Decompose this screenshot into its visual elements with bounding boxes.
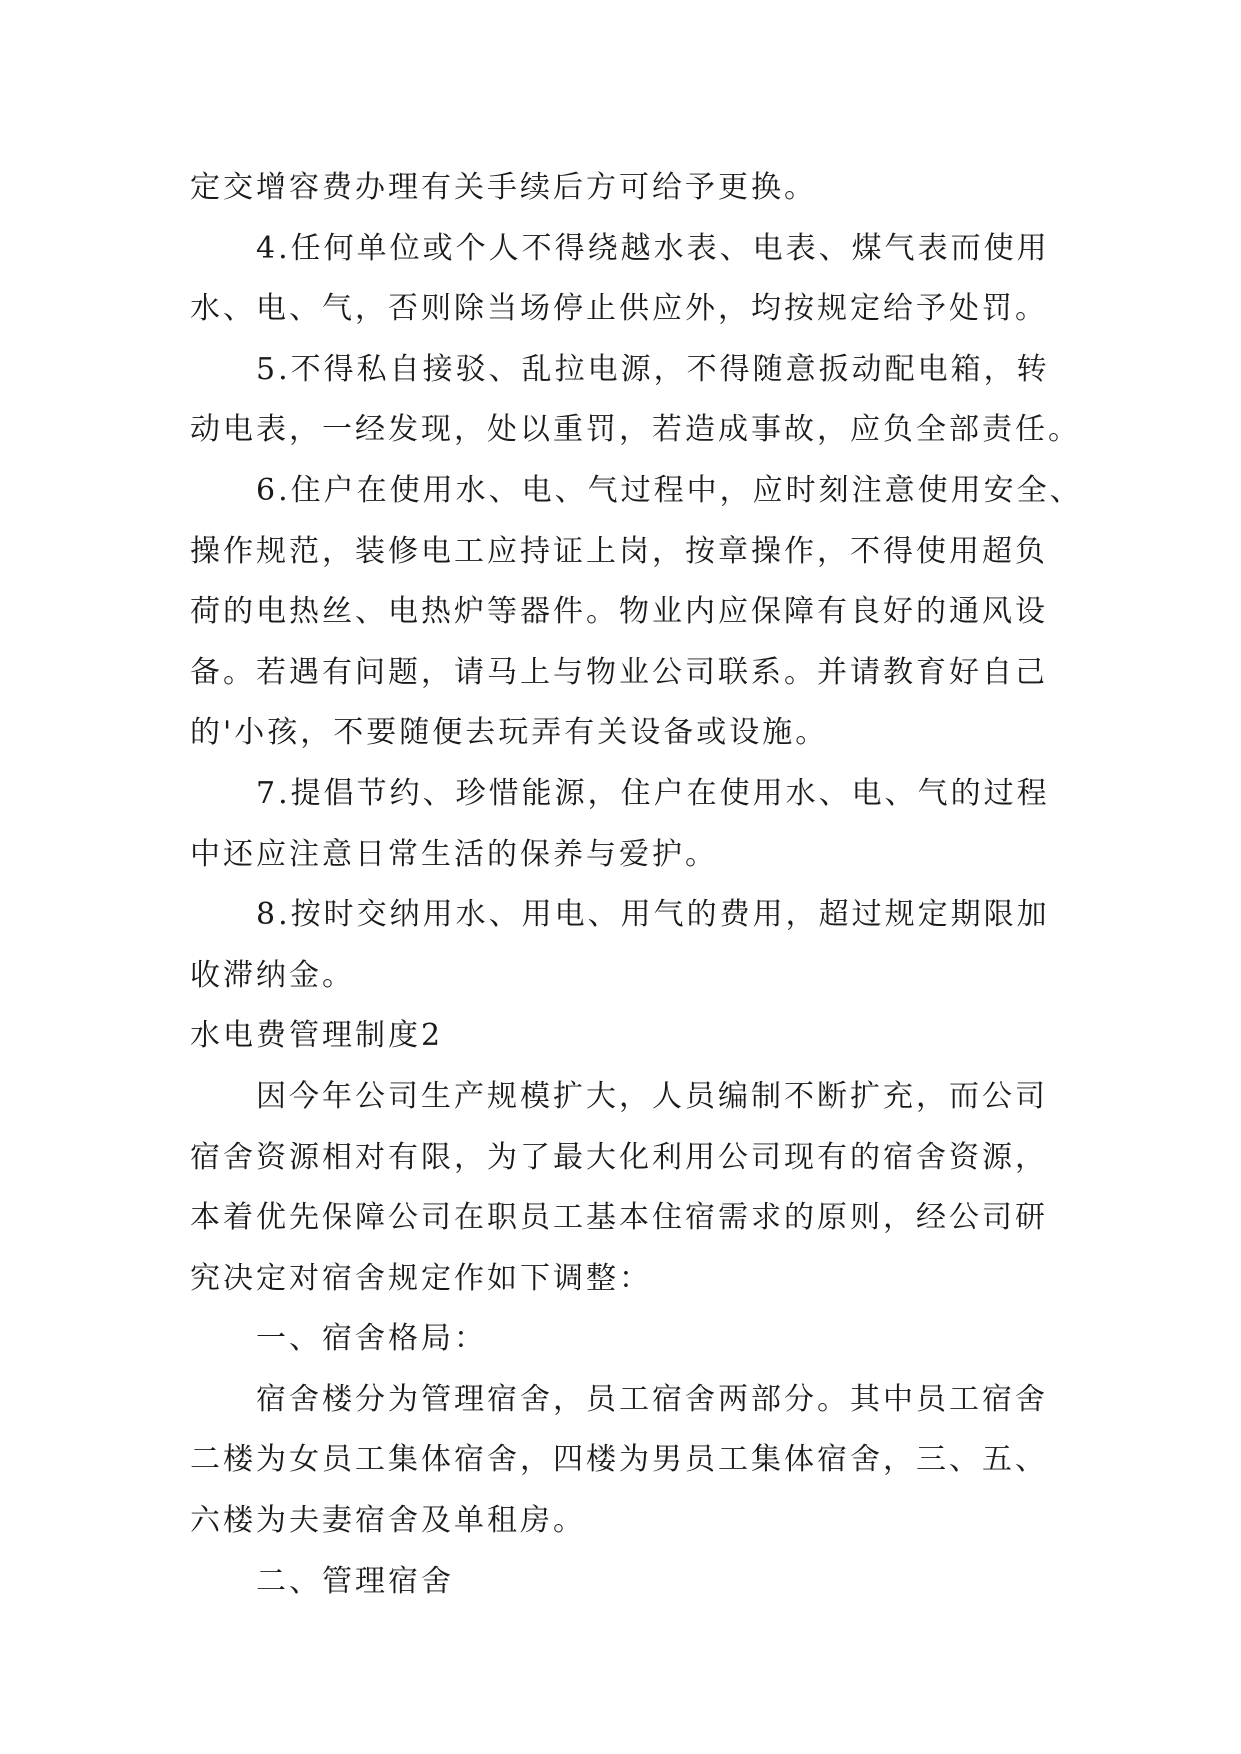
text-line: 5.不得私自接驳、乱拉电源，不得随意扳动配电箱，转 [256,351,1050,387]
text-line: 二楼为女员工集体宿舍，四楼为男员工集体宿舍，三、五、 [190,1442,1048,1478]
text-line: 荷的电热丝、电热炉等器件。物业内应保障有良好的通风设 [190,594,1048,630]
text-line: 操作规范，装修电工应持证上岗，按章操作，不得使用超负 [190,533,1048,569]
text-line: 收滞纳金。 [190,957,355,993]
text-line: 备。若遇有问题，请马上与物业公司联系。并请教育好自己 [190,654,1048,690]
text-line: 本着优先保障公司在职员工基本住宿需求的原则，经公司研 [190,1200,1048,1236]
text-line: 六楼为夫妻宿舍及单租房。 [190,1503,586,1539]
text-line: 8.按时交纳用水、用电、用气的费用，超过规定期限加 [256,897,1050,933]
text-line: 水电费管理制度2 [190,1018,444,1054]
text-line: 宿舍资源相对有限，为了最大化利用公司现有的宿舍资源， [190,1139,1048,1175]
text-line: 究决定对宿舍规定作如下调整： [190,1260,652,1296]
document-body [190,158,1083,1612]
text-line: 定交增容费办理有关手续后方可给予更换。 [190,170,817,205]
text-line: 因今年公司生产规模扩大，人员编制不断扩充，而公司 [256,1078,1048,1114]
text-line: 中还应注意日常生活的保养与爱护。 [190,836,718,872]
text-line: 二、管理宿舍 [256,1563,454,1599]
text-line: 4.任何单位或个人不得绕越水表、电表、煤气表而使用 [256,230,1050,266]
text-line: 的'小孩，不要随便去玩弄有关设备或设施。 [190,715,829,751]
text-line: 7.提倡节约、珍惜能源，住户在使用水、电、气的过程 [256,775,1050,811]
text-line: 水、电、气，否则除当场停止供应外，均按规定给予处罚。 [190,291,1048,327]
text-line: 一、宿舍格局： [256,1321,487,1357]
text-line: 宿舍楼分为管理宿舍，员工宿舍两部分。其中员工宿舍 [256,1381,1048,1417]
text-line: 6.住户在使用水、电、气过程中，应时刻注意使用安全、 [256,472,1083,508]
text-line: 动电表，一经发现，处以重罚，若造成事故，应负全部责任。 [190,412,1081,448]
